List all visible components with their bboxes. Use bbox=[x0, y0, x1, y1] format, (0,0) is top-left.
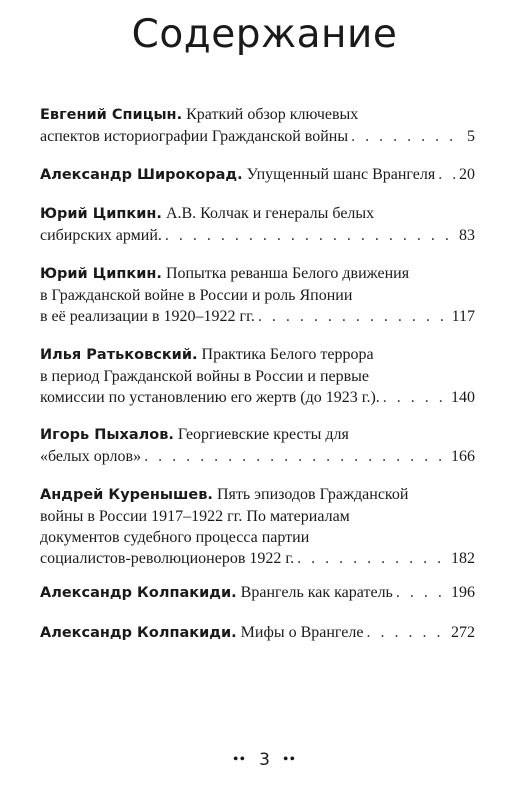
toc-title-text: сибирских армий. bbox=[40, 227, 162, 244]
toc-line bbox=[40, 344, 475, 366]
toc-entry bbox=[40, 164, 475, 186]
folio-number: 3 bbox=[259, 749, 270, 770]
toc-page-number: 20 bbox=[459, 166, 475, 183]
dot-leader bbox=[144, 446, 448, 467]
toc-line bbox=[40, 446, 475, 467]
toc-entry bbox=[40, 263, 475, 327]
toc-page-number: 83 bbox=[459, 227, 475, 244]
dot-leader bbox=[383, 387, 448, 408]
toc-title-text: Врангель как каратель bbox=[240, 584, 393, 601]
toc-title-text: Георгиевские кресты для bbox=[177, 426, 349, 443]
toc-title-text: Краткий обзор ключевых bbox=[186, 106, 359, 123]
dot-leader bbox=[297, 548, 448, 569]
toc-line bbox=[40, 622, 475, 644]
dot-leader bbox=[258, 306, 449, 327]
toc-entry bbox=[40, 203, 475, 246]
toc-title-text: документов судебного процесса партии bbox=[40, 529, 310, 546]
toc-entry bbox=[40, 104, 475, 147]
dot-leader bbox=[396, 582, 448, 603]
toc-entry bbox=[40, 344, 475, 408]
toc-author: Александр Колпакиди. bbox=[40, 585, 237, 601]
toc-page-number: 166 bbox=[451, 448, 475, 465]
dot-leader bbox=[351, 126, 464, 147]
toc-title-text: Пять эпизодов Гражданской bbox=[216, 486, 409, 503]
toc-title-text: войны в России 1917–1922 гг. По материалам bbox=[40, 508, 350, 525]
toc-title-text: Попытка реванша Белого движения bbox=[165, 265, 410, 282]
toc-author: Андрей Куренышев. bbox=[40, 487, 213, 503]
toc-title-text: А.В. Колчак и генералы белых bbox=[165, 205, 375, 222]
toc-line bbox=[40, 366, 475, 387]
toc-title-text: Упущенный шанс Врангеля bbox=[246, 166, 436, 183]
toc-title-text: в период Гражданской войны в России и первые bbox=[40, 368, 370, 385]
toc-author: Юрий Ципкин. bbox=[40, 206, 162, 222]
toc-line bbox=[40, 582, 475, 604]
toc-page-number: 117 bbox=[451, 308, 475, 325]
dot-leader bbox=[438, 164, 456, 185]
toc-entry bbox=[40, 582, 475, 604]
dot-leader bbox=[165, 225, 456, 246]
toc-line bbox=[40, 548, 475, 569]
toc-title-text: в её реализации в 1920–1922 гг. bbox=[40, 308, 255, 325]
dot-leader bbox=[366, 622, 448, 643]
toc-line bbox=[40, 424, 475, 446]
toc-line bbox=[40, 203, 475, 225]
toc-title-text: Мифы о Врангеле bbox=[240, 624, 364, 641]
toc-line bbox=[40, 263, 475, 285]
toc-line bbox=[40, 225, 475, 246]
toc-author: Евгений Спицын. bbox=[40, 107, 183, 123]
toc-line bbox=[40, 527, 475, 548]
toc-line bbox=[40, 126, 475, 147]
toc-page-number: 272 bbox=[451, 624, 475, 641]
toc-title-text: социалистов-революционеров 1922 г. bbox=[40, 550, 295, 567]
toc-author: Александр Колпакиди. bbox=[40, 625, 237, 641]
toc-page-number: 5 bbox=[467, 128, 475, 145]
toc-author: Илья Ратьковский. bbox=[40, 347, 198, 363]
toc-line bbox=[40, 306, 475, 327]
toc-page-number: 196 bbox=[451, 584, 475, 601]
toc-author: Александр Широкорад. bbox=[40, 167, 243, 183]
left-ornament: •• bbox=[232, 750, 252, 768]
toc-title-text: Практика Белого террора bbox=[201, 346, 374, 363]
toc-title-text: в Гражданской войне в России и роль Японии bbox=[40, 287, 353, 304]
toc-line bbox=[40, 164, 475, 186]
toc-entry bbox=[40, 622, 475, 644]
toc-line bbox=[40, 104, 475, 126]
toc-author: Игорь Пыхалов. bbox=[40, 427, 174, 443]
toc-line bbox=[40, 387, 475, 408]
toc-title-text: комиссии по установлению его жертв (до 1923 г.). bbox=[40, 389, 380, 406]
right-ornament: •• bbox=[277, 750, 297, 768]
toc-page-number: 140 bbox=[451, 389, 475, 406]
toc-title-text: «белых орлов» bbox=[40, 448, 142, 465]
toc-author: Юрий Ципкин. bbox=[40, 266, 162, 282]
toc-line bbox=[40, 484, 475, 506]
toc-line bbox=[40, 506, 475, 527]
toc-entry bbox=[40, 484, 475, 569]
toc-page-number: 182 bbox=[451, 550, 475, 567]
toc-entry bbox=[40, 424, 475, 467]
page-number-footer bbox=[0, 748, 529, 770]
toc-line bbox=[40, 285, 475, 306]
toc-title-text: аспектов историографии Гражданской войны bbox=[40, 128, 349, 145]
page-title: Содержание bbox=[131, 12, 398, 57]
